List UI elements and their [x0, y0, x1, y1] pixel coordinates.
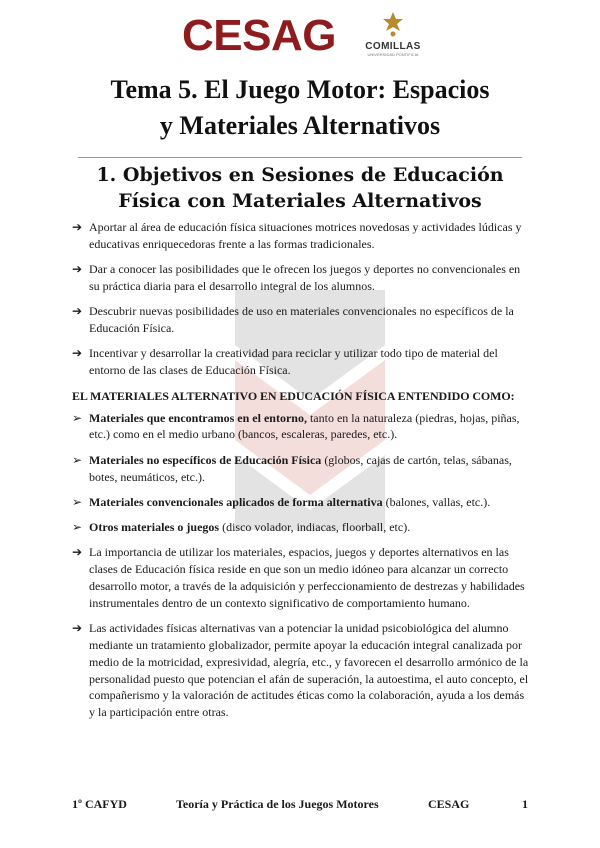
- comillas-logo: [358, 10, 428, 57]
- objective-text: Aportar al área de educación física situaciones motrices novedosas y actividades lúdicas y educativas enriquecedoras frente a las formas tradicionales.: [89, 220, 522, 251]
- footer-course: 1º CAFYD: [72, 797, 127, 811]
- paragraph-item: [72, 620, 530, 721]
- material-title: Materiales que encontramos en el entorno,: [89, 410, 307, 425]
- arrow-icon: ➔: [72, 621, 83, 636]
- material-title: Materiales no específicos de Educación Física: [89, 452, 322, 467]
- arrowhead-icon: ➢: [72, 520, 83, 535]
- material-text: (balones, vallas, etc.).: [382, 494, 491, 509]
- arrow-icon: ➔: [72, 304, 83, 319]
- arrowhead-icon: ➢: [72, 410, 83, 425]
- section-heading: [0, 162, 600, 214]
- page-footer: [72, 797, 528, 815]
- section-line-1: 1. Objetivos en Sesiones de Educación: [96, 164, 504, 186]
- objective-item: [72, 303, 530, 337]
- footer-subject: Teoría y Práctica de los Juegos Motores: [176, 797, 379, 811]
- materials-heading: EL MATERIALES ALTERNATIVO EN EDUCACIÓN FÍSICA ENTENDIDO COMO:: [72, 388, 515, 403]
- section-line-2: Física con Materiales Alternativos: [118, 190, 482, 212]
- objective-item: [72, 219, 530, 253]
- material-text: (disco volador, indiacas, floorball, etc).: [219, 520, 411, 535]
- material-item: [72, 494, 530, 511]
- objective-item: [72, 345, 530, 379]
- material-item: [72, 452, 530, 486]
- page-title: [0, 72, 600, 144]
- paragraph-item: [72, 544, 530, 611]
- paragraph-text: La importancia de utilizar los materiales, espacios, juegos y deportes alternativos en las clases de Educación física reside en que son un medio idóneo para alcanzar un correcto desarrollo motor, a través de la adquisición y perfeccionamiento de destrezas y habilidades instrumentales dentro de un contexto significativo de comportamiento humano.: [89, 545, 525, 610]
- arrow-icon: ➔: [72, 346, 83, 361]
- material-title: Otros materiales o juegos: [89, 520, 220, 535]
- objective-text: Incentivar y desarrollar la creatividad para reciclar y utilizar todo tipo de material del entorno de las clases de Educación Física.: [89, 346, 498, 378]
- comillas-subtitle: UNIVERSIDAD PONTIFICIA: [367, 52, 419, 57]
- arrowhead-icon: ➢: [72, 494, 83, 509]
- title-line-2: y Materiales Alternativos: [159, 111, 441, 140]
- arrow-icon: ➔: [72, 220, 83, 234]
- comillas-wordmark: COMILLAS: [365, 41, 421, 52]
- cesag-logo: CESAG: [182, 11, 336, 60]
- header-logos: [0, 10, 600, 62]
- objective-text: Dar a conocer las posibilidades que le ofrecen los juegos y deportes no convencionales en su práctica diaria para el desarrollo integral de los alumnos.: [89, 262, 521, 293]
- arrowhead-icon: ➢: [72, 452, 83, 467]
- comillas-emblem-icon: [373, 10, 413, 38]
- material-text: (globos, cajas de cartón, telas, sábanas, botes, neumáticos, etc.).: [89, 452, 512, 484]
- page-number: 1: [522, 797, 528, 811]
- material-item: [72, 519, 530, 536]
- material-item: [72, 410, 530, 444]
- arrow-icon: ➔: [72, 262, 83, 277]
- footer-institution: CESAG: [428, 797, 470, 811]
- objective-text: Descubrir nuevas posibilidades de uso en materiales convencionales no específicos de la Educación Física.: [89, 304, 514, 335]
- paragraph-text: Las actividades físicas alternativas van a potenciar la unidad psicobiológica del alumno mediante un tratamiento globalizador, permite apoyar la educación integral canalizada por medio de la motricidad, expresividad, alegría, etc., y favorecen el desarrollo armónico de la personalidad puesto que potencian el afán de superación, la autoestima, el auto concepto, el compañerismo y la valoración de actitudes éticas como la colaboración, ayuda a los demás y la participación entre otras.: [89, 621, 529, 720]
- objective-item: [72, 261, 530, 295]
- title-line-1: Tema 5. El Juego Motor: Espacios: [110, 75, 490, 104]
- title-divider: [78, 157, 522, 158]
- arrow-icon: ➔: [72, 545, 83, 560]
- material-title: Materiales convencionales aplicados de forma alternativa: [89, 494, 383, 509]
- material-text: tanto en la naturaleza (piedras, hojas, piñas, etc.) como en el medio urbano (bancos, escaleras, paredes, etc.).: [89, 410, 520, 442]
- content-body: [72, 219, 530, 729]
